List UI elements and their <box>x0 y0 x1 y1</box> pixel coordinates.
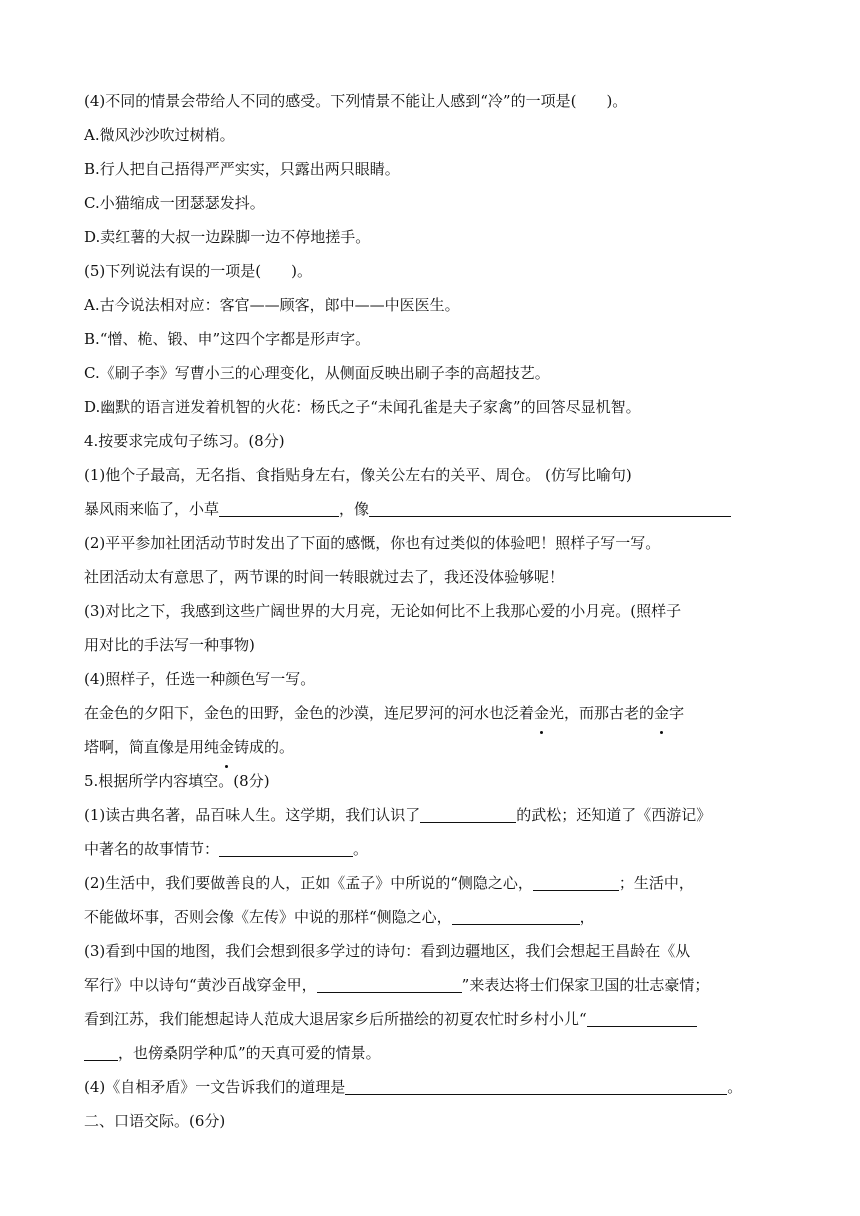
fill-3-cont <box>84 968 784 1002</box>
emphasis-char: 金 <box>654 696 669 730</box>
answer-blank[interactable] <box>84 1042 118 1061</box>
fill-1 <box>84 798 784 832</box>
emphasis-char: 金 <box>534 696 549 730</box>
answer-blank[interactable] <box>420 804 516 823</box>
fill-text: 暴风雨来临了，小草 <box>84 500 220 518</box>
answer-blank[interactable] <box>369 498 731 517</box>
option-b: B.“憎、桅、锻、申”这四个字都是形声字。 <box>84 330 371 348</box>
sentence-2-prompt: (2)平平参加社团活动节时发出了下面的感慨，你也有过类似的体验吧！照样子写一写。 <box>84 534 661 552</box>
sentence-3-prompt-cont: 用对比的手法写一种事物) <box>84 636 255 654</box>
text: (2)生活中，我们要做善良的人，正如《孟子》中所说的“侧隐之心， <box>84 874 533 892</box>
text: 光，而那古老的 <box>549 704 655 722</box>
question-sentence-title: 4.按要求完成句子练习。(8分) <box>84 432 285 450</box>
text: 的武松；还知道了《西游记》 <box>516 806 712 824</box>
answer-blank[interactable] <box>345 1076 727 1095</box>
text: 在金色的夕阳下，金色的田野，金色的沙漠，连尼罗河的河水也泛着 <box>84 704 535 722</box>
text: 铸成的。 <box>234 738 295 756</box>
sentence-2-example: 社团活动太有意思了，两节课的时间一转眼就过去了，我还没体验够呢！ <box>84 568 565 586</box>
option-b: B.行人把自己捂得严严实实，只露出两只眼睛。 <box>84 160 400 178</box>
fill-1-cont <box>84 832 784 866</box>
sentence-4-prompt: (4)照样子，任选一种颜色写一写。 <box>84 670 316 688</box>
exam-page <box>84 84 784 1138</box>
text: ”来表达将士们保家卫国的壮志豪情； <box>461 976 710 994</box>
sentence-4-example <box>84 696 784 730</box>
text: 看到江苏，我们能想起诗人范成大退居家乡后所描绘的初夏农忙时乡村小儿“ <box>84 1010 587 1028</box>
section-2-heading: 二、口语交际。(6分) <box>84 1112 226 1130</box>
sentence-3-prompt: (3)对比之下，我感到这些广阔世界的大月亮，无论如何比不上我那心爱的小月亮。(照样子 <box>84 602 682 620</box>
fill-4 <box>84 1070 784 1104</box>
text: ，也傍桑阴学种瓜”的天真可爱的情景。 <box>118 1044 381 1062</box>
fill-3-cont-2 <box>84 1002 784 1036</box>
text: ， <box>579 908 595 926</box>
text: 。 <box>727 1078 743 1096</box>
text: 军行》中以诗句“黄沙百战穿金甲， <box>84 976 317 994</box>
fill-text: ，像 <box>339 500 370 518</box>
fill-2 <box>84 866 784 900</box>
answer-blank[interactable] <box>587 1008 697 1027</box>
text: 塔啊，简直像是用纯 <box>84 738 220 756</box>
text: 。 <box>353 840 369 858</box>
answer-blank[interactable] <box>533 872 619 891</box>
question-4-4-stem: (4)不同的情景会带给人不同的感受。下列情景不能让人感到“冷”的一项是( )。 <box>84 92 628 110</box>
fill-2-cont <box>84 900 784 934</box>
text: 不能做坏事，否则会像《左传》中说的那样“侧隐之心， <box>84 908 452 926</box>
option-a: A.微风沙沙吹过树梢。 <box>84 126 235 144</box>
sentence-1-fill <box>84 492 784 526</box>
question-fill-title: 5.根据所学内容填空。(8分) <box>84 772 270 790</box>
answer-blank[interactable] <box>452 906 580 925</box>
option-d: D.幽默的语言迸发着机智的火花：杨氏之子“未闻孔雀是夫子家禽”的回答尽显机智。 <box>84 398 641 416</box>
answer-blank[interactable] <box>219 498 339 517</box>
text: (4)《自相矛盾》一文告诉我们的道理是 <box>84 1078 346 1096</box>
answer-blank[interactable] <box>219 838 353 857</box>
text: ；生活中， <box>618 874 694 892</box>
sentence-4-example-cont <box>84 730 784 764</box>
answer-blank[interactable] <box>317 974 462 993</box>
option-c: C.《刷子李》写曹小三的心理变化，从侧面反映出刷子李的高超技艺。 <box>84 364 550 382</box>
option-d: D.卖红薯的大叔一边跺脚一边不停地搓手。 <box>84 228 371 246</box>
text: 中著名的故事情节： <box>84 840 220 858</box>
text: (1)读古典名著，品百味人生。这学期，我们认识了 <box>84 806 421 824</box>
option-c: C.小猫缩成一团瑟瑟发抖。 <box>84 194 265 212</box>
text: 字 <box>669 704 685 722</box>
fill-3-cont-3 <box>84 1036 784 1070</box>
fill-3: (3)看到中国的地图，我们会想到很多学过的诗句：看到边疆地区，我们会想起王昌龄在《从 <box>84 942 691 960</box>
option-a: A.古今说法相对应：客官——顾客，郎中——中医医生。 <box>84 296 460 314</box>
question-4-5-stem: (5)下列说法有误的一项是( )。 <box>84 262 312 280</box>
sentence-1-prompt: (1)他个子最高，无名指、食指贴身左右，像关公左右的关平、周仓。 (仿写比喻句) <box>84 466 632 484</box>
emphasis-char: 金 <box>219 730 234 764</box>
